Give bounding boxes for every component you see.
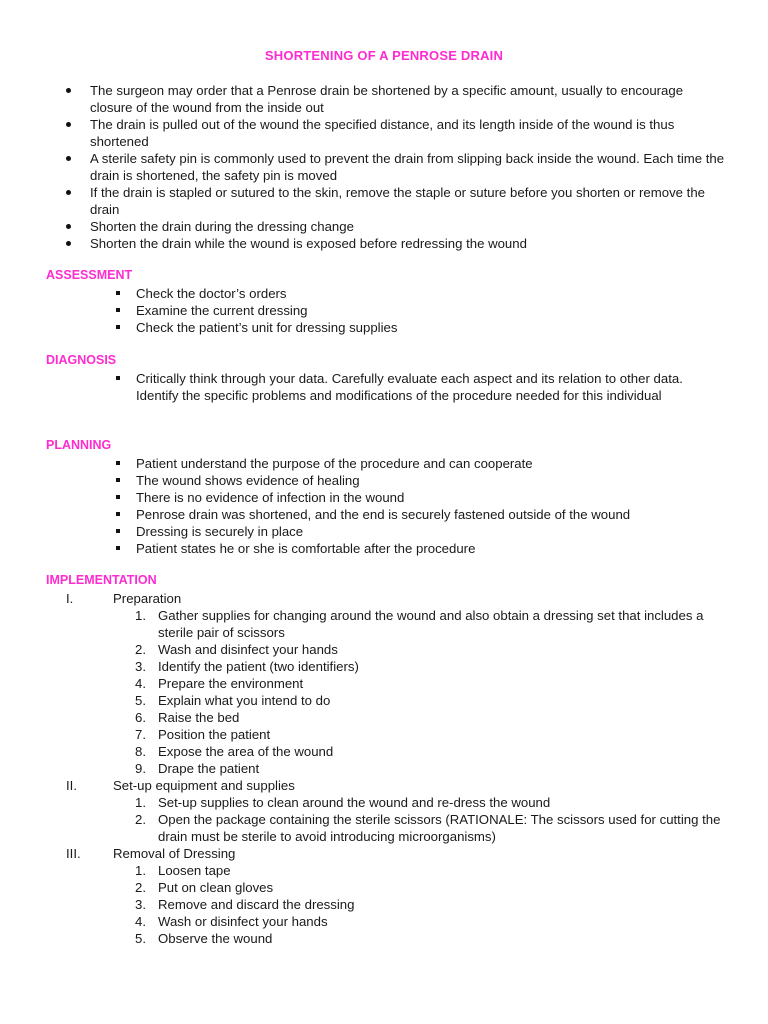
intro-bullet: If the drain is stapled or sutured to the skin, remove the staple or suture before you shorten or remove the drain [0, 184, 768, 218]
square-bullet-icon [116, 308, 120, 312]
planning-item: There is no evidence of infection in the wound [0, 489, 768, 506]
section-label: Preparation [113, 591, 182, 606]
implementation-section-preparation [0, 590, 768, 607]
diagnosis-item: Critically think through your data. Carefully evaluate each aspect and its relation to other data. Identify the specific problems and modifications of the procedure needed for this individual [0, 370, 768, 404]
step-item: 4. Prepare the environment [135, 676, 304, 691]
step-item: 9. Drape the patient [135, 761, 260, 776]
implementation-section-setup [0, 777, 768, 794]
document-title: SHORTENING OF A PENROSE DRAIN [264, 48, 504, 63]
intro-bullet-list [0, 82, 768, 252]
bullet-dot-icon [66, 122, 71, 127]
implementation-section-removal [0, 845, 768, 862]
planning-item: Patient understand the purpose of the procedure and can cooperate [0, 455, 768, 472]
square-bullet-icon [116, 325, 120, 329]
square-bullet-icon [116, 529, 120, 533]
bullet-dot-icon [66, 241, 71, 246]
step-item: 1. Set-up supplies to clean around the wound and re-dress the wound [135, 795, 551, 810]
implementation-list [0, 590, 768, 947]
planning-list [0, 455, 768, 557]
intro-bullet: Shorten the drain during the dressing change [0, 218, 768, 235]
step-item: 2. Wash and disinfect your hands [135, 642, 338, 657]
intro-bullet: The surgeon may order that a Penrose drain be shortened by a specific amount, usually to encourage closure of the wound from the inside out [0, 82, 768, 116]
planning-item: The wound shows evidence of healing [0, 472, 768, 489]
step-item: 5. Observe the wound [135, 931, 273, 946]
planning-item: Penrose drain was shortened, and the end is securely fastened outside of the wound [0, 506, 768, 523]
square-bullet-icon [116, 376, 120, 380]
step-item: 7. Position the patient [135, 727, 271, 742]
square-bullet-icon [116, 512, 120, 516]
step-item: 2. Put on clean gloves [135, 880, 274, 895]
intro-bullet: The drain is pulled out of the wound the specified distance, and its length inside of the wound is thus shortened [0, 116, 768, 150]
square-bullet-icon [116, 291, 120, 295]
assessment-heading: ASSESSMENT [46, 268, 133, 282]
section-label: Set-up equipment and supplies [113, 778, 295, 793]
square-bullet-icon [116, 546, 120, 550]
diagnosis-list [0, 370, 768, 404]
step-item: 1. Loosen tape [135, 863, 231, 878]
step-item: 3. Remove and discard the dressing [135, 897, 355, 912]
intro-bullet: A sterile safety pin is commonly used to prevent the drain from slipping back inside the wound. Each time the drain is shortened, the safety pin is moved [0, 150, 768, 184]
implementation-heading: IMPLEMENTATION [46, 573, 157, 587]
step-item: 8. Expose the area of the wound [135, 744, 334, 759]
square-bullet-icon [116, 478, 120, 482]
planning-item: Patient states he or she is comfortable after the procedure [0, 540, 768, 557]
step-item: 1. Gather supplies for changing around the wound and also obtain a dressing set that includes a sterile pair of scissors [135, 608, 704, 640]
planning-item: Dressing is securely in place [0, 523, 768, 540]
intro-bullet: Shorten the drain while the wound is exposed before redressing the wound [0, 235, 768, 252]
assessment-list [0, 285, 768, 336]
roman-numeral: II. [66, 778, 77, 793]
section-label: Removal of Dressing [113, 846, 236, 861]
bullet-dot-icon [66, 156, 71, 161]
step-item: 4. Wash or disinfect your hands [135, 914, 328, 929]
square-bullet-icon [116, 461, 120, 465]
diagnosis-heading: DIAGNOSIS [46, 353, 117, 367]
assessment-item: Check the doctor’s orders [0, 285, 768, 302]
square-bullet-icon [116, 495, 120, 499]
bullet-dot-icon [66, 224, 71, 229]
assessment-item: Examine the current dressing [0, 302, 768, 319]
roman-numeral: I. [66, 591, 74, 606]
bullet-dot-icon [66, 88, 71, 93]
roman-numeral: III. [66, 846, 81, 861]
step-item: 3. Identify the patient (two identifiers) [135, 659, 359, 674]
planning-heading: PLANNING [46, 438, 112, 452]
bullet-dot-icon [66, 190, 71, 195]
assessment-item: Check the patient’s unit for dressing supplies [0, 319, 768, 336]
step-item: 6. Raise the bed [135, 710, 240, 725]
step-item: 5. Explain what you intend to do [135, 693, 331, 708]
step-item: 2. Open the package containing the sterile scissors (RATIONALE: The scissors used for cutting the drain must be sterile to avoid introducing microorganisms) [135, 812, 721, 844]
